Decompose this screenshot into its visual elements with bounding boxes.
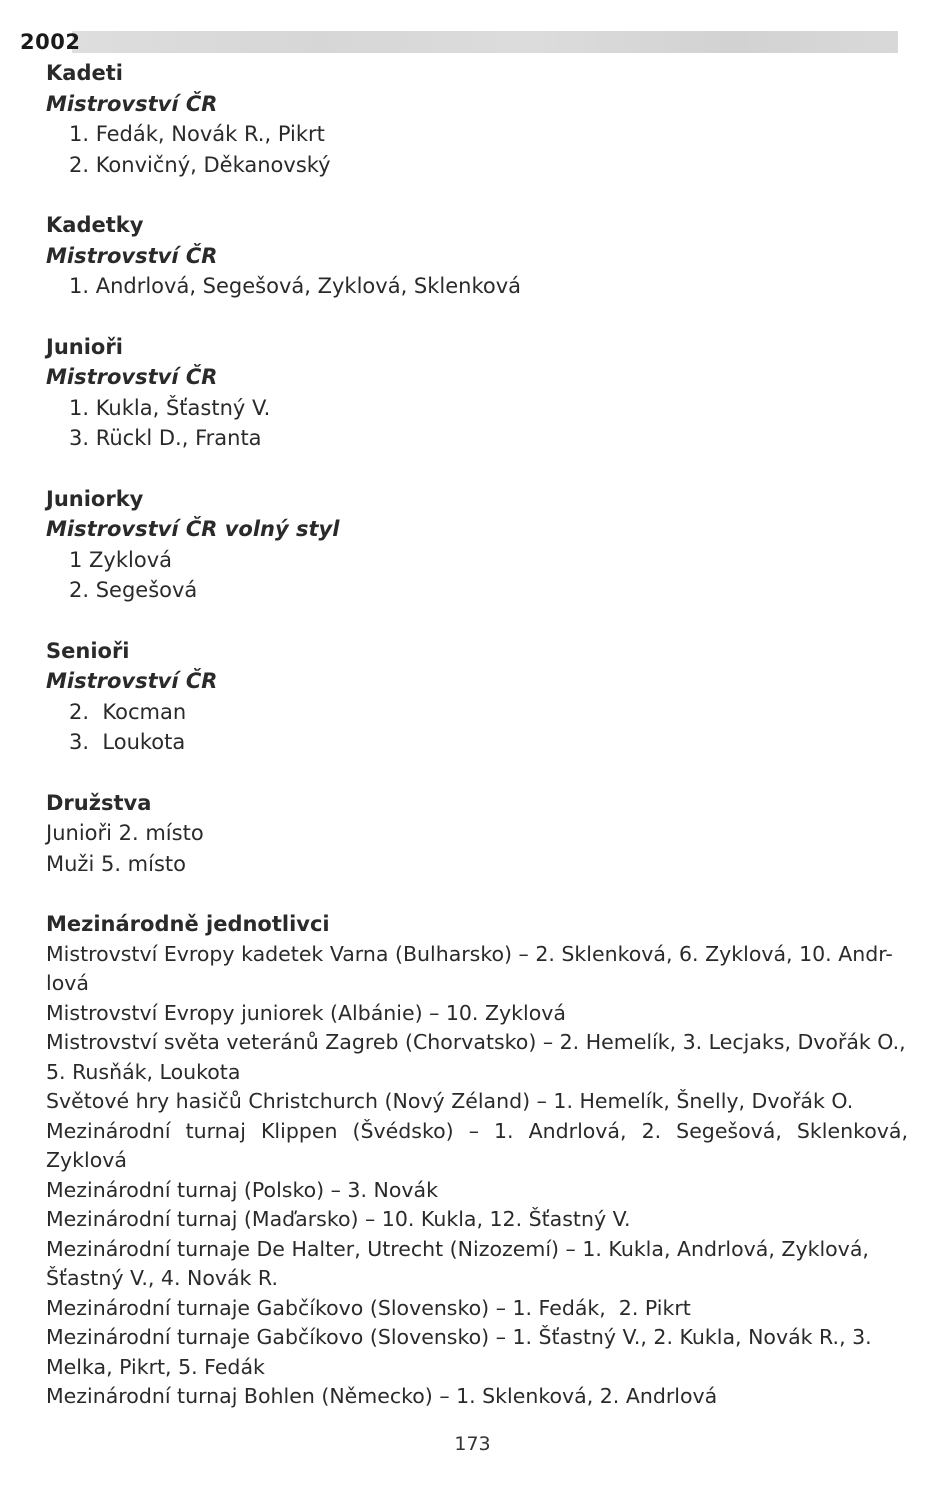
year-label: 2002 xyxy=(20,30,81,54)
competition-title: Mistrovství ČR xyxy=(46,91,218,116)
result-line: 3. Loukota xyxy=(69,730,186,754)
category-title: Kadeti xyxy=(46,61,123,85)
international-line: Mezinárodní turnaj Bohlen (Německo) – 1. Sklenková, 2. Andrlová xyxy=(46,1384,718,1408)
results-content xyxy=(46,58,908,1442)
international-line: Mezinárodní turnaje Gabčíkovo (Slovensko) – 1. Šťastný V., 2. Kukla, Novák R., 3. xyxy=(46,1325,872,1349)
year-header-band xyxy=(72,31,898,53)
international-line: 5. Rusňák, Loukota xyxy=(46,1059,241,1084)
section-international xyxy=(46,909,908,1412)
result-line: 1 Zyklová xyxy=(69,547,172,572)
international-line: Mezinárodní turnaje Gabčíkovo (Slovensko) – 1. Fedák, 2. Pikrt xyxy=(46,1295,691,1320)
competition-title: Mistrovství ČR volný styl xyxy=(46,517,340,541)
result-line: 1. Kukla, Šťastný V. xyxy=(69,395,271,420)
international-line: Světové hry hasičů Christchurch (Nový Zéland) – 1. Hemelík, Šnelly, Dvořák O. xyxy=(46,1089,854,1113)
competition-title: Mistrovství ČR xyxy=(46,365,218,389)
result-line: 2. Segešová xyxy=(69,578,198,602)
international-line: Mezinárodní turnaj (Polsko) – 3. Novák xyxy=(46,1177,438,1202)
international-line: Mezinárodní turnaje De Halter, Utrecht (Nizozemí) – 1. Kukla, Andrlová, Zyklová, xyxy=(46,1236,869,1261)
result-line: 1. Andrlová, Segešová, Zyklová, Sklenková xyxy=(69,274,522,298)
result-line: 2. Konvičný, Děkanovský xyxy=(69,152,331,177)
category-title: Juniorky xyxy=(46,486,144,511)
international-line: Mezinárodní turnaj (Maďarsko) – 10. Kukla, 12. Šťastný V. xyxy=(46,1207,631,1231)
section-seniori xyxy=(46,636,908,758)
section-kadeti xyxy=(46,58,908,180)
page-number: 173 xyxy=(454,1433,491,1455)
international-line: Šťastný V., 4. Novák R. xyxy=(46,1266,278,1290)
team-result-line: Junioři 2. místo xyxy=(46,821,204,845)
section-juniorky xyxy=(46,484,908,606)
competition-title: Mistrovství ČR xyxy=(46,243,218,268)
international-line: Mistrovství Evropy juniorek (Albánie) – 10. Zyklová xyxy=(46,1000,566,1025)
category-title: Družstva xyxy=(46,790,152,815)
category-title: Junioři xyxy=(46,334,123,359)
team-result-line: Muži 5. místo xyxy=(46,851,186,876)
result-line: 1. Fedák, Novák R., Pikrt xyxy=(69,122,325,146)
category-title: Mezinárodně jednotlivci xyxy=(46,912,330,936)
section-juniori xyxy=(46,332,908,454)
international-line: Melka, Pikrt, 5. Fedák xyxy=(46,1354,265,1379)
international-line: Mistrovství Evropy kadetek Varna (Bulharsko) – 2. Sklenková, 6. Zyklová, 10. Andr- xyxy=(46,941,893,966)
year-header xyxy=(0,28,900,58)
category-title: Senioři xyxy=(46,638,130,663)
competition-title: Mistrovství ČR xyxy=(46,669,218,693)
section-teams xyxy=(46,788,908,880)
international-line: lová xyxy=(46,971,89,995)
international-line: Mezinárodní turnaj Klippen (Švédsko) – 1. Andrlová, 2. Segešová, Sklenková, Zyklová xyxy=(46,1118,908,1172)
result-line: 2. Kocman xyxy=(69,699,187,724)
result-line: 3. Rückl D., Franta xyxy=(69,426,262,450)
category-title: Kadetky xyxy=(46,213,144,237)
international-line: Mistrovství světa veteránů Zagreb (Chorvatsko) – 2. Hemelík, 3. Lecjaks, Dvořák O., xyxy=(46,1030,906,1054)
section-kadetky xyxy=(46,210,908,302)
